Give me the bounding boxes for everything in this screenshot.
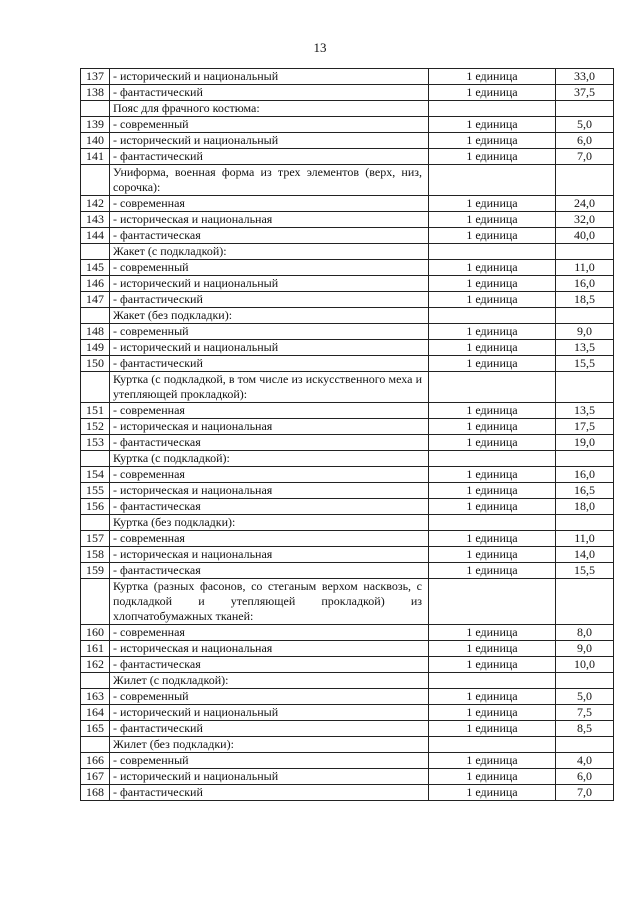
unit-cell: 1 единица [429, 483, 556, 499]
unit-cell: 1 единица [429, 340, 556, 356]
table-row [81, 435, 614, 451]
group-title: Куртка (без подкладки): [110, 515, 429, 531]
item-name: - фантастическая [110, 499, 429, 515]
unit-cell: 1 единица [429, 85, 556, 101]
unit-cell [429, 673, 556, 689]
value-cell: 13,5 [556, 403, 614, 419]
unit-cell: 1 единица [429, 324, 556, 340]
group-title: Жакет (с подкладкой): [110, 244, 429, 260]
table-row [81, 419, 614, 435]
value-cell: 6,0 [556, 133, 614, 149]
value-cell: 5,0 [556, 689, 614, 705]
row-number: 163 [81, 689, 110, 705]
table-row [81, 467, 614, 483]
group-header-row [81, 101, 614, 117]
unit-cell: 1 единица [429, 689, 556, 705]
value-cell: 5,0 [556, 117, 614, 133]
row-number: 141 [81, 149, 110, 165]
unit-cell [429, 451, 556, 467]
item-name: - историческая и национальная [110, 212, 429, 228]
table-row [81, 657, 614, 673]
value-cell: 32,0 [556, 212, 614, 228]
table-row [81, 69, 614, 85]
item-name: - исторический и национальный [110, 705, 429, 721]
item-name: - современная [110, 467, 429, 483]
table-row [81, 133, 614, 149]
item-name: - фантастическая [110, 228, 429, 244]
group-header-row [81, 165, 614, 196]
row-number [81, 165, 110, 196]
value-cell: 37,5 [556, 85, 614, 101]
item-name: - фантастический [110, 149, 429, 165]
row-number: 167 [81, 769, 110, 785]
row-number: 159 [81, 563, 110, 579]
table-row [81, 499, 614, 515]
unit-cell: 1 единица [429, 117, 556, 133]
table-row [81, 689, 614, 705]
row-number: 152 [81, 419, 110, 435]
row-number [81, 515, 110, 531]
row-number: 151 [81, 403, 110, 419]
value-cell [556, 308, 614, 324]
row-number: 143 [81, 212, 110, 228]
item-name: - фантастический [110, 785, 429, 801]
group-title: Пояс для фрачного костюма: [110, 101, 429, 117]
table-row [81, 276, 614, 292]
value-cell: 18,5 [556, 292, 614, 308]
row-number: 139 [81, 117, 110, 133]
unit-cell: 1 единица [429, 563, 556, 579]
price-table-body [81, 69, 614, 801]
row-number: 140 [81, 133, 110, 149]
unit-cell: 1 единица [429, 133, 556, 149]
value-cell [556, 737, 614, 753]
unit-cell: 1 единица [429, 419, 556, 435]
row-number: 164 [81, 705, 110, 721]
table-row [81, 721, 614, 737]
value-cell: 17,5 [556, 419, 614, 435]
item-name: - фантастическая [110, 563, 429, 579]
value-cell: 9,0 [556, 641, 614, 657]
unit-cell: 1 единица [429, 705, 556, 721]
unit-cell [429, 372, 556, 403]
item-name: - историческая и национальная [110, 419, 429, 435]
row-number: 144 [81, 228, 110, 244]
row-number: 156 [81, 499, 110, 515]
table-row [81, 769, 614, 785]
table-row [81, 324, 614, 340]
row-number: 158 [81, 547, 110, 563]
item-name: - фантастический [110, 721, 429, 737]
price-table [80, 68, 614, 801]
unit-cell: 1 единица [429, 531, 556, 547]
page-number: 13 [313, 40, 327, 55]
value-cell [556, 673, 614, 689]
unit-cell: 1 единица [429, 212, 556, 228]
table-row [81, 483, 614, 499]
value-cell: 33,0 [556, 69, 614, 85]
table-row [81, 547, 614, 563]
unit-cell [429, 515, 556, 531]
row-number: 146 [81, 276, 110, 292]
item-name: - исторический и национальный [110, 340, 429, 356]
row-number: 162 [81, 657, 110, 673]
unit-cell: 1 единица [429, 260, 556, 276]
value-cell: 24,0 [556, 196, 614, 212]
row-number [81, 308, 110, 324]
unit-cell: 1 единица [429, 435, 556, 451]
unit-cell: 1 единица [429, 625, 556, 641]
value-cell [556, 372, 614, 403]
unit-cell: 1 единица [429, 547, 556, 563]
unit-cell: 1 единица [429, 356, 556, 372]
unit-cell [429, 737, 556, 753]
table-row [81, 563, 614, 579]
row-number: 161 [81, 641, 110, 657]
item-name: - фантастическая [110, 435, 429, 451]
item-name: - современный [110, 260, 429, 276]
table-row [81, 260, 614, 276]
item-name: - историческая и национальная [110, 483, 429, 499]
value-cell: 15,5 [556, 356, 614, 372]
unit-cell [429, 579, 556, 625]
unit-cell: 1 единица [429, 641, 556, 657]
group-header-row [81, 372, 614, 403]
table-row [81, 228, 614, 244]
item-name: - исторический и национальный [110, 69, 429, 85]
group-header-row [81, 673, 614, 689]
value-cell: 6,0 [556, 769, 614, 785]
row-number: 153 [81, 435, 110, 451]
table-row [81, 117, 614, 133]
item-name: - современный [110, 117, 429, 133]
unit-cell: 1 единица [429, 69, 556, 85]
value-cell [556, 579, 614, 625]
value-cell: 7,5 [556, 705, 614, 721]
unit-cell: 1 единица [429, 721, 556, 737]
table-row [81, 641, 614, 657]
group-title: Униформа, военная форма из трех элементов (верх, низ, сорочка): [110, 165, 429, 196]
table-row [81, 531, 614, 547]
table-row [81, 196, 614, 212]
unit-cell: 1 единица [429, 196, 556, 212]
row-number: 148 [81, 324, 110, 340]
value-cell: 16,5 [556, 483, 614, 499]
value-cell: 15,5 [556, 563, 614, 579]
table-row [81, 292, 614, 308]
row-number [81, 737, 110, 753]
table-row [81, 785, 614, 801]
unit-cell: 1 единица [429, 785, 556, 801]
unit-cell: 1 единица [429, 228, 556, 244]
group-header-row [81, 579, 614, 625]
item-name: - современный [110, 689, 429, 705]
item-name: - фантастический [110, 356, 429, 372]
value-cell [556, 451, 614, 467]
item-name: - исторический и национальный [110, 769, 429, 785]
row-number [81, 451, 110, 467]
table-row [81, 356, 614, 372]
value-cell: 7,0 [556, 149, 614, 165]
item-name: - современная [110, 531, 429, 547]
value-cell: 11,0 [556, 531, 614, 547]
unit-cell: 1 единица [429, 276, 556, 292]
group-title: Жакет (без подкладки): [110, 308, 429, 324]
value-cell [556, 244, 614, 260]
item-name: - современная [110, 196, 429, 212]
row-number: 157 [81, 531, 110, 547]
row-number: 145 [81, 260, 110, 276]
table-row [81, 753, 614, 769]
group-header-row [81, 244, 614, 260]
row-number: 166 [81, 753, 110, 769]
unit-cell [429, 308, 556, 324]
value-cell [556, 515, 614, 531]
value-cell: 19,0 [556, 435, 614, 451]
unit-cell: 1 единица [429, 499, 556, 515]
table-row [81, 149, 614, 165]
row-number: 160 [81, 625, 110, 641]
group-header-row [81, 737, 614, 753]
value-cell: 16,0 [556, 276, 614, 292]
value-cell: 10,0 [556, 657, 614, 673]
item-name: - историческая и национальная [110, 641, 429, 657]
value-cell: 8,5 [556, 721, 614, 737]
group-title: Жилет (без подкладки): [110, 737, 429, 753]
table-row [81, 85, 614, 101]
row-number: 138 [81, 85, 110, 101]
item-name: - историческая и национальная [110, 547, 429, 563]
group-title: Жилет (с подкладкой): [110, 673, 429, 689]
row-number: 147 [81, 292, 110, 308]
unit-cell [429, 101, 556, 117]
row-number [81, 673, 110, 689]
item-name: - современная [110, 625, 429, 641]
group-title: Куртка (разных фасонов, со стеганым верхом насквозь, с подкладкой и утепляющей прокладкой) из хлопчатобумажных тканей: [110, 579, 429, 625]
table-row [81, 340, 614, 356]
unit-cell: 1 единица [429, 657, 556, 673]
unit-cell [429, 165, 556, 196]
unit-cell: 1 единица [429, 403, 556, 419]
item-name: - современный [110, 324, 429, 340]
value-cell: 4,0 [556, 753, 614, 769]
row-number [81, 579, 110, 625]
value-cell: 13,5 [556, 340, 614, 356]
unit-cell: 1 единица [429, 149, 556, 165]
row-number: 165 [81, 721, 110, 737]
row-number: 149 [81, 340, 110, 356]
row-number: 154 [81, 467, 110, 483]
group-title: Куртка (с подкладкой, в том числе из искусственного меха и утепляющей прокладкой): [110, 372, 429, 403]
unit-cell [429, 244, 556, 260]
row-number [81, 244, 110, 260]
value-cell: 16,0 [556, 467, 614, 483]
value-cell: 14,0 [556, 547, 614, 563]
value-cell: 9,0 [556, 324, 614, 340]
unit-cell: 1 единица [429, 753, 556, 769]
table-row [81, 212, 614, 228]
table-row [81, 403, 614, 419]
item-name: - современный [110, 753, 429, 769]
group-header-row [81, 308, 614, 324]
group-title: Куртка (с подкладкой): [110, 451, 429, 467]
row-number: 150 [81, 356, 110, 372]
table-row [81, 625, 614, 641]
item-name: - исторический и национальный [110, 133, 429, 149]
item-name: - современная [110, 403, 429, 419]
value-cell: 18,0 [556, 499, 614, 515]
row-number [81, 372, 110, 403]
row-number: 142 [81, 196, 110, 212]
value-cell: 40,0 [556, 228, 614, 244]
value-cell: 7,0 [556, 785, 614, 801]
unit-cell: 1 единица [429, 292, 556, 308]
value-cell: 8,0 [556, 625, 614, 641]
group-header-row [81, 515, 614, 531]
unit-cell: 1 единица [429, 769, 556, 785]
row-number: 137 [81, 69, 110, 85]
row-number [81, 101, 110, 117]
unit-cell: 1 единица [429, 467, 556, 483]
item-name: - фантастический [110, 85, 429, 101]
value-cell: 11,0 [556, 260, 614, 276]
item-name: - фантастическая [110, 657, 429, 673]
item-name: - фантастический [110, 292, 429, 308]
table-row [81, 705, 614, 721]
item-name: - исторический и национальный [110, 276, 429, 292]
row-number: 155 [81, 483, 110, 499]
group-header-row [81, 451, 614, 467]
row-number: 168 [81, 785, 110, 801]
value-cell [556, 101, 614, 117]
value-cell [556, 165, 614, 196]
